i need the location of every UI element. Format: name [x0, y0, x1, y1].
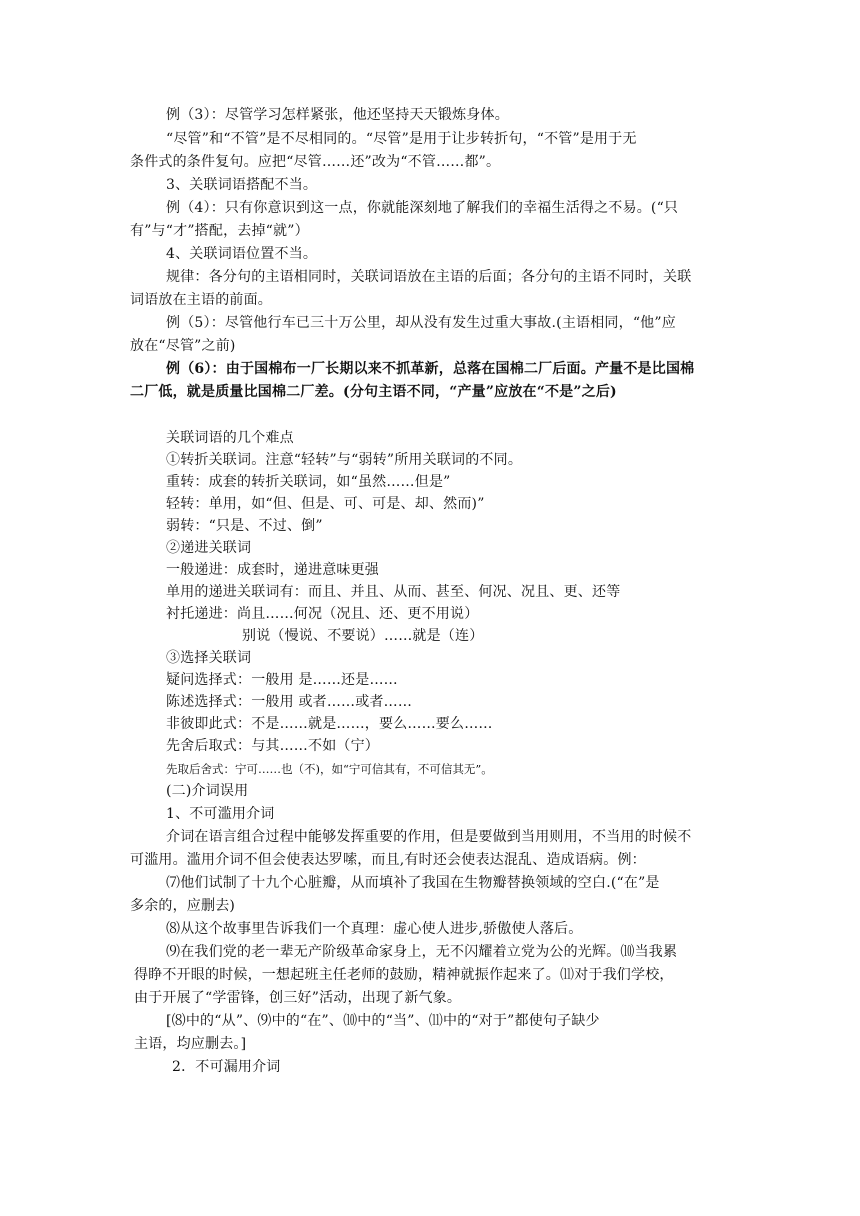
text-line: 规律：各分句的主语相同时，关联词语放在主语的后面；各分句的主语不同时，关联 [166, 269, 692, 285]
text-line: ①转折关联词。注意“轻转”与“弱转”所用关联词的不同。 [166, 452, 523, 468]
text-line: ⑻从这个故事里告诉我们一个真理：虚心使人进步,骄傲使人落后。 [166, 921, 583, 937]
text-line: “尽管”和“不管”是不尽相同的。“尽管”是用于让步转折句，“不管”是用于无 [166, 131, 637, 147]
text-line: 3、关联词语搭配不当。 [166, 177, 318, 193]
text-line: (二)介词误用 [166, 783, 249, 799]
text-line: 由于开展了“学雷锋，创三好”活动，出现了新气象。 [134, 990, 462, 1006]
text-line: 例（3）：尽管学习怎样紧张，他还坚持天天锻炼身体。 [166, 107, 509, 123]
text-line: 放在“尽管”之前) [130, 338, 236, 354]
text-line: 疑问选择式：一般用 是……还是…… [166, 672, 398, 688]
text-line: ②递进关联词 [166, 540, 252, 556]
text-line: 非彼即此式：不是……就是……，要么……要么…… [166, 716, 493, 732]
text-line: ⑺他们试制了十九个心脏瓣，从而填补了我国在生物瓣替换领域的空白.(“在”是 [166, 875, 660, 891]
text-line: 例（5）：尽管他行车已三十万公里，却从没有发生过重大事故.(主语相同，“他”应 [166, 315, 676, 331]
text-line: 重转：成套的转折关联词，如“虽然……但是” [166, 474, 451, 490]
text-line: 单用的递进关联词有：而且、并且、从而、甚至、何况、况且、更、还等 [166, 584, 621, 600]
text-line: 轻转：单用，如“但、但是、可、可是、却、然而)” [166, 496, 485, 512]
text-line: 1、不可滥用介词 [166, 806, 275, 822]
text-line: 条件式的条件复句。应把“尽管……还”改为“不管……都”。 [130, 154, 501, 170]
text-line-bold: 例（6）：由于国棉布一厂长期以来不抓革新，总落在国棉二厂后面。产量不是比国棉 [166, 361, 695, 377]
text-line: 别说（慢说、不要说）……就是（连） [242, 628, 484, 644]
text-line: 陈述选择式：一般用 或者……或者…… [166, 694, 413, 710]
text-line-small: 先取后舍式：宁可……也（不)，如“宁可信其有，不可信其无”。 [166, 762, 493, 776]
text-line: 可滥用。滥用介词不但会使表达罗嗦，而且,有时还会使表达混乱、造成语病。例： [130, 852, 646, 868]
text-line: 词语放在主语的前面。 [130, 292, 272, 308]
text-line: [⑻中的“从”、⑼中的“在”、⑽中的“当”、⑾中的“对于”都使句子缺少 [166, 1013, 600, 1029]
text-line: 衬托递进：尚且……何况（况且、还、更不用说） [166, 606, 479, 622]
text-line: 一般递进：成套时，递进意味更强 [166, 562, 379, 578]
text-line: 有”与“才”搭配，去掉“就”） [130, 223, 309, 239]
text-line-bold: 二厂低，就是质量比国棉二厂差。(分句主语不同，“产量”应放在“不是”之后) [130, 384, 617, 400]
text-line: 弱转：“只是、不过、倒” [166, 518, 323, 534]
text-line: 先舍后取式：与其……不如（宁） [166, 738, 379, 754]
text-line: 多余的，应删去) [130, 898, 236, 914]
text-line: 介词在语言组合过程中能够发挥重要的作用，但是要做到当用则用，不当用的时候不 [166, 829, 692, 845]
text-line: 例（4）：只有你意识到这一点，你就能深刻地了解我们的幸福生活得之不易。(“只 [166, 200, 679, 216]
text-line: 2．不可漏用介词 [172, 1059, 281, 1075]
section-heading: 关联词语的几个难点 [166, 430, 294, 446]
text-line: 得睁不开眼的时候，一想起班主任老师的鼓励，精神就振作起来了。⑾对于我们学校， [134, 967, 674, 983]
text-line: 4、关联词语位置不当。 [166, 246, 318, 262]
text-line: ⑼在我们党的老一辈无产阶级革命家身上，无不闪耀着立党为公的光辉。⑽当我累 [166, 944, 678, 960]
text-line: ③选择关联词 [166, 650, 252, 666]
text-line: 主语，均应删去。] [134, 1036, 247, 1052]
